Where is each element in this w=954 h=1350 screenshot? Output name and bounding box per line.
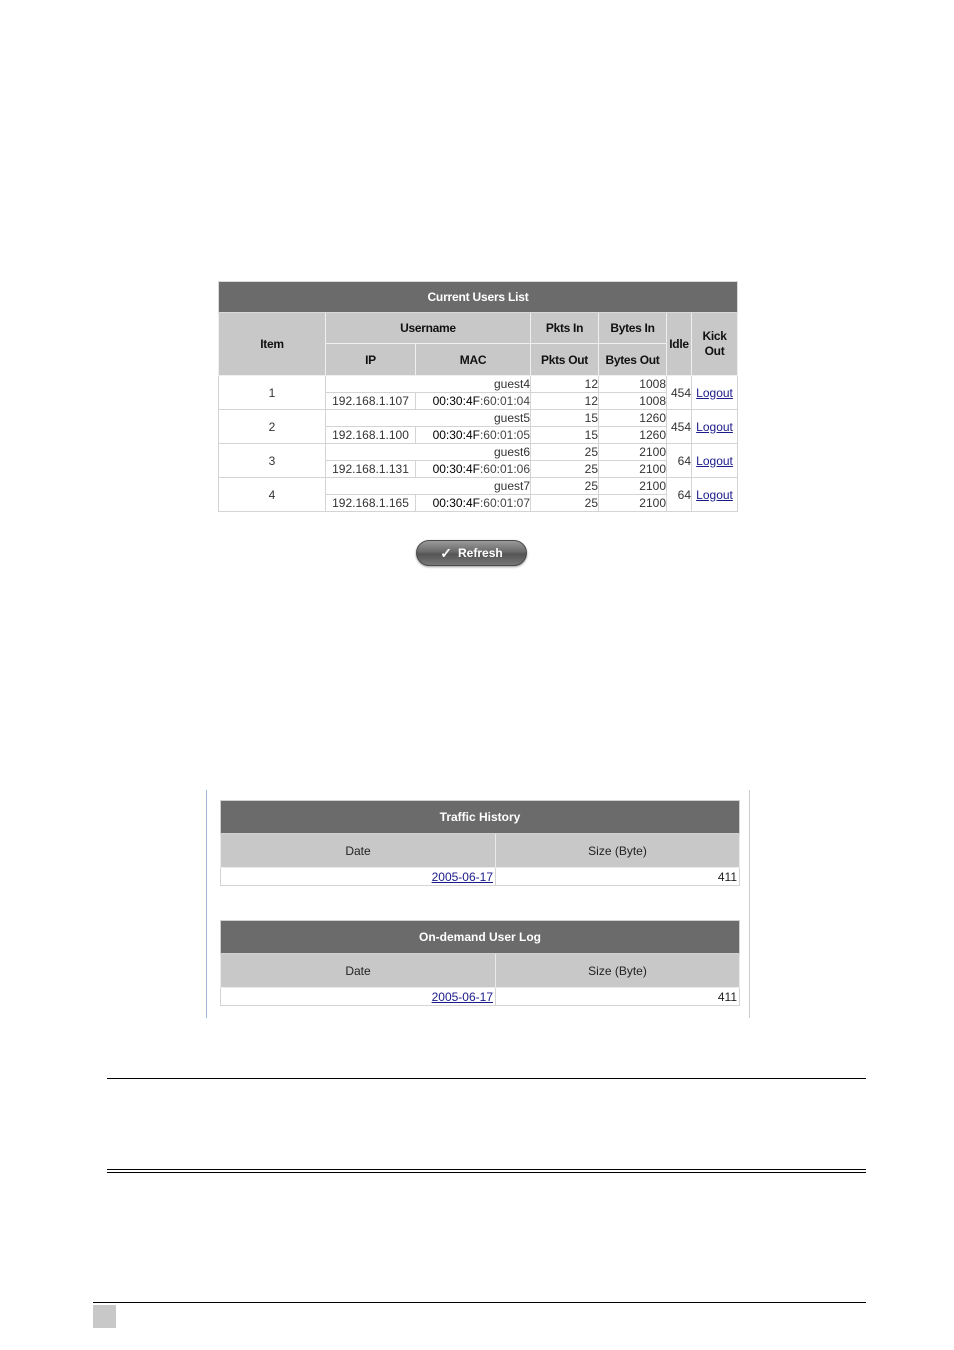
bytes-in: 2100 bbox=[599, 444, 667, 461]
idle-time: 454 bbox=[667, 410, 692, 444]
bytes-out: 1260 bbox=[599, 427, 667, 444]
ondemand-log-table bbox=[220, 920, 740, 1006]
bytes-in: 1008 bbox=[599, 376, 667, 393]
col-mac-header: MAC bbox=[416, 344, 531, 376]
ondemand-date-link[interactable]: 2005-06-17 bbox=[431, 989, 493, 1004]
mac-suffix: :60:01:07 bbox=[479, 496, 530, 510]
bytes-out: 1008 bbox=[599, 393, 667, 410]
pkts-in: 25 bbox=[531, 478, 599, 495]
table-row bbox=[219, 376, 738, 393]
item-number: 3 bbox=[219, 444, 326, 478]
table-row bbox=[219, 410, 738, 427]
traffic-size-cell: 411 bbox=[496, 868, 740, 886]
traffic-date-header: Date bbox=[221, 834, 496, 868]
logout-link[interactable]: Logout bbox=[696, 453, 733, 468]
col-kick-out-header bbox=[692, 313, 738, 376]
col-item-header: Item bbox=[219, 313, 326, 376]
kick-out-label: Kick Out bbox=[702, 329, 727, 358]
table-row bbox=[219, 444, 738, 461]
col-idle-header: Idle bbox=[667, 313, 692, 376]
item-number: 2 bbox=[219, 410, 326, 444]
col-ip-header: IP bbox=[326, 344, 416, 376]
mac-prefix: 00:30:4F bbox=[432, 394, 480, 408]
pkts-in: 25 bbox=[531, 444, 599, 461]
table-row bbox=[221, 988, 740, 1006]
mac-suffix: :60:01:04 bbox=[479, 394, 530, 408]
username: guest7 bbox=[326, 478, 531, 495]
ondemand-size-header: Size (Byte) bbox=[496, 954, 740, 988]
ip-address: 192.168.1.100 bbox=[326, 427, 416, 444]
pkts-out: 12 bbox=[531, 393, 599, 410]
mac-suffix: :60:01:06 bbox=[479, 462, 530, 476]
ip-address: 192.168.1.165 bbox=[326, 495, 416, 512]
col-username-header: Username bbox=[326, 313, 531, 344]
item-number: 4 bbox=[219, 478, 326, 512]
pkts-in: 12 bbox=[531, 376, 599, 393]
history-panel bbox=[206, 790, 750, 1018]
footer-rule bbox=[93, 1302, 866, 1303]
ondemand-date-cell bbox=[221, 988, 496, 1006]
ip-address: 192.168.1.107 bbox=[326, 393, 416, 410]
kick-out-cell bbox=[692, 444, 738, 478]
mac-suffix: :60:01:05 bbox=[479, 428, 530, 442]
note-bottom-rule-double bbox=[107, 1172, 866, 1173]
bytes-in: 2100 bbox=[599, 478, 667, 495]
traffic-date-link[interactable]: 2005-06-17 bbox=[431, 869, 493, 884]
kick-out-cell bbox=[692, 478, 738, 512]
current-users-panel bbox=[218, 281, 737, 512]
traffic-history-title: Traffic History bbox=[221, 801, 740, 834]
item-number: 1 bbox=[219, 376, 326, 410]
logout-link[interactable]: Logout bbox=[696, 419, 733, 434]
bytes-in: 1260 bbox=[599, 410, 667, 427]
mac-address bbox=[416, 461, 531, 478]
idle-time: 64 bbox=[667, 444, 692, 478]
col-pkts-out-header: Pkts Out bbox=[531, 344, 599, 376]
traffic-history-table bbox=[220, 800, 740, 886]
pkts-out: 15 bbox=[531, 427, 599, 444]
refresh-button-label: Refresh bbox=[458, 546, 503, 560]
pkts-out: 25 bbox=[531, 461, 599, 478]
mac-prefix: 00:30:4F bbox=[432, 428, 480, 442]
traffic-size-header: Size (Byte) bbox=[496, 834, 740, 868]
traffic-date-cell bbox=[221, 868, 496, 886]
ondemand-date-header: Date bbox=[221, 954, 496, 988]
ip-address: 192.168.1.131 bbox=[326, 461, 416, 478]
table-row bbox=[219, 478, 738, 495]
idle-time: 64 bbox=[667, 478, 692, 512]
refresh-button[interactable] bbox=[416, 540, 527, 566]
pkts-out: 25 bbox=[531, 495, 599, 512]
mac-address bbox=[416, 495, 531, 512]
users-table-title: Current Users List bbox=[219, 282, 738, 313]
username: guest4 bbox=[326, 376, 531, 393]
table-row bbox=[221, 868, 740, 886]
ondemand-size-cell: 411 bbox=[496, 988, 740, 1006]
kick-out-cell bbox=[692, 376, 738, 410]
mac-address bbox=[416, 427, 531, 444]
mac-prefix: 00:30:4F bbox=[432, 496, 480, 510]
ondemand-log-title: On-demand User Log bbox=[221, 921, 740, 954]
col-bytes-in-header: Bytes In bbox=[599, 313, 667, 344]
page-number-badge bbox=[93, 1305, 116, 1328]
bytes-out: 2100 bbox=[599, 461, 667, 478]
mac-prefix: 00:30:4F bbox=[432, 462, 480, 476]
pkts-in: 15 bbox=[531, 410, 599, 427]
logout-link[interactable]: Logout bbox=[696, 385, 733, 400]
col-bytes-out-header: Bytes Out bbox=[599, 344, 667, 376]
checkmark-icon: ✓ bbox=[440, 544, 453, 561]
kick-out-cell bbox=[692, 410, 738, 444]
note-top-rule bbox=[107, 1078, 866, 1079]
idle-time: 454 bbox=[667, 376, 692, 410]
bytes-out: 2100 bbox=[599, 495, 667, 512]
username: guest6 bbox=[326, 444, 531, 461]
username: guest5 bbox=[326, 410, 531, 427]
current-users-table bbox=[218, 281, 738, 512]
mac-address bbox=[416, 393, 531, 410]
logout-link[interactable]: Logout bbox=[696, 487, 733, 502]
col-pkts-in-header: Pkts In bbox=[531, 313, 599, 344]
note-bottom-rule bbox=[107, 1169, 866, 1170]
